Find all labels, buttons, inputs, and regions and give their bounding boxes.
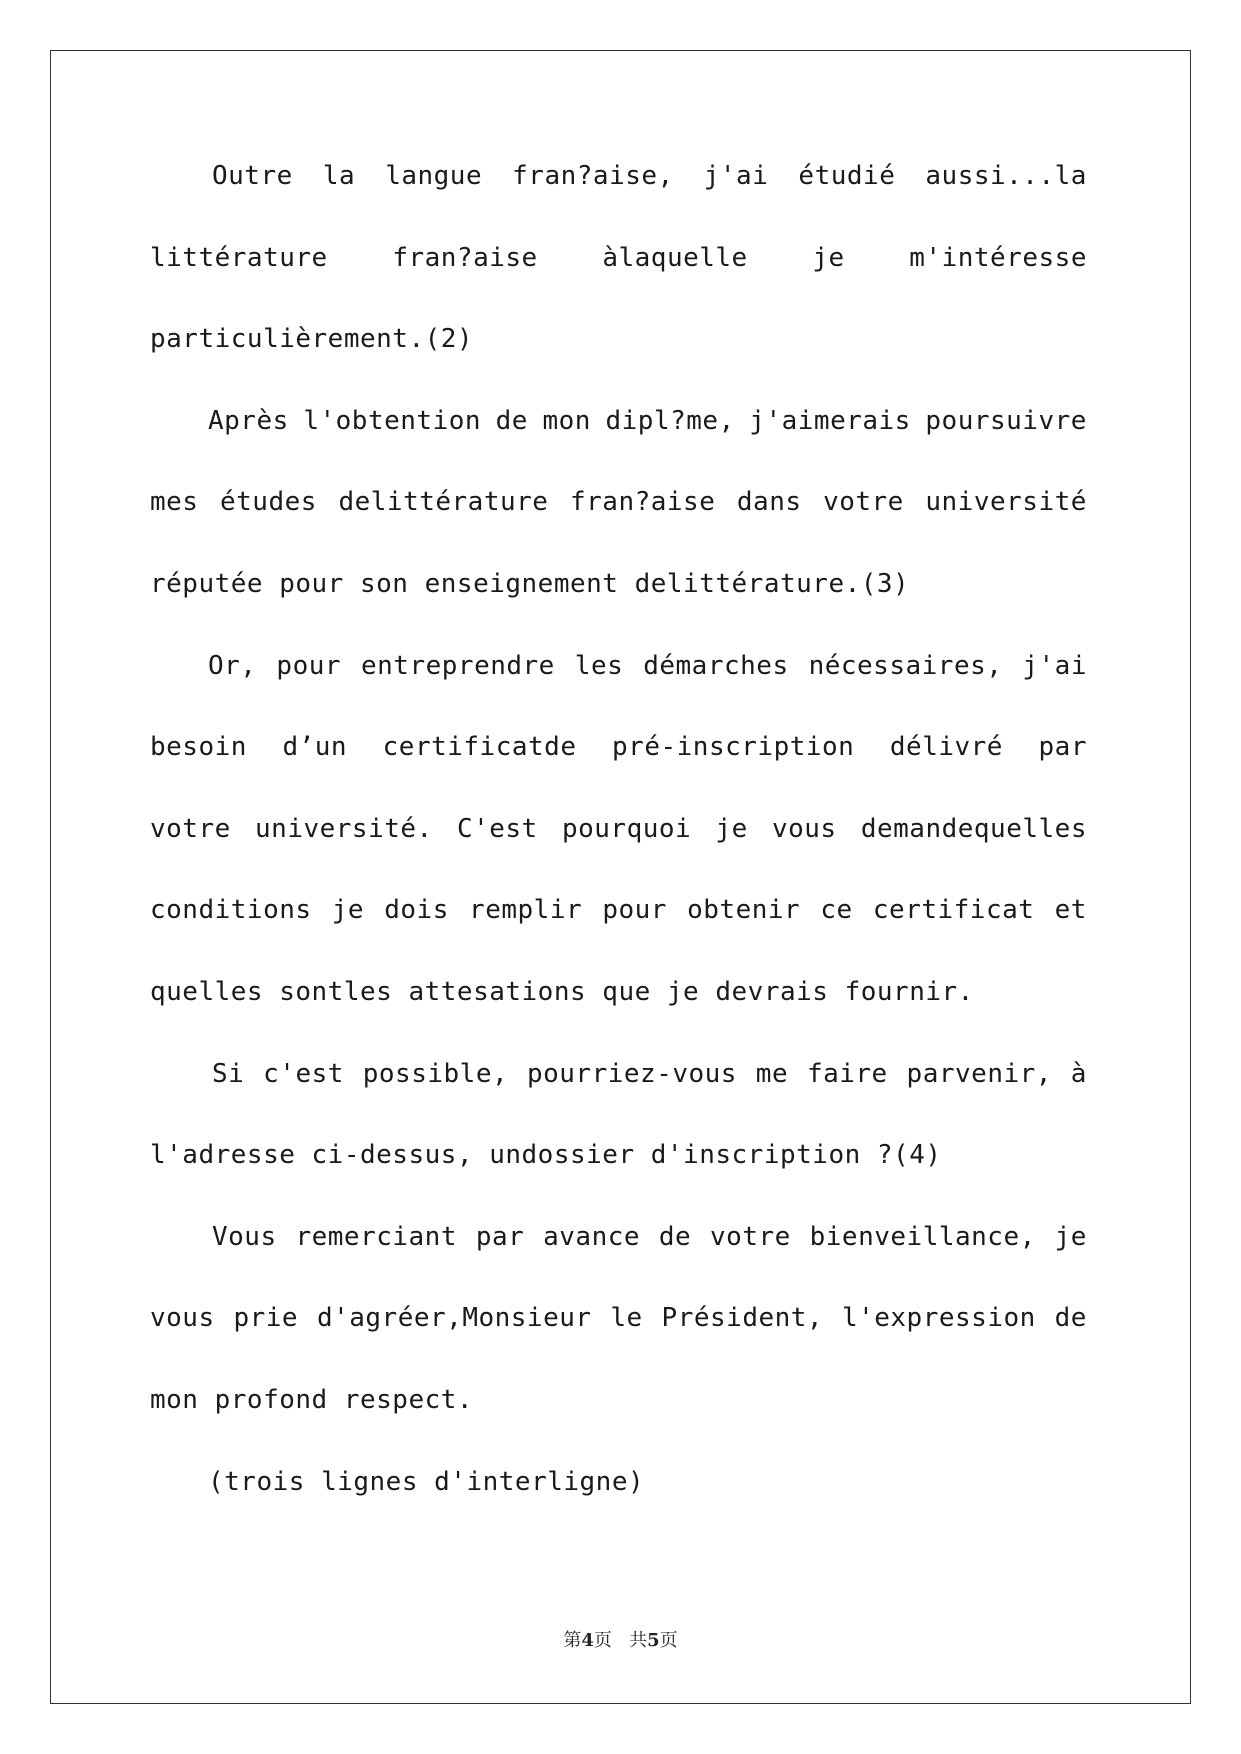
text-line xyxy=(150,648,1087,730)
text-line xyxy=(150,484,1087,566)
word: votre xyxy=(150,813,231,844)
word: je xyxy=(1054,1221,1087,1252)
footer-suffix: 页 xyxy=(659,1630,678,1651)
word: possible, xyxy=(362,1058,509,1089)
word: l'obtention xyxy=(303,405,482,436)
word: delittérature xyxy=(338,487,549,518)
footer-prefix: 第 xyxy=(563,1630,582,1651)
letter-body xyxy=(150,158,1087,1545)
word: Après xyxy=(208,405,289,436)
text-line xyxy=(150,1300,1087,1382)
text-line xyxy=(150,403,1087,485)
word: mon xyxy=(542,405,591,436)
total-pages-number: 5 xyxy=(647,1630,660,1651)
word: Président, xyxy=(661,1303,824,1334)
word: avance xyxy=(543,1221,641,1252)
text-line xyxy=(150,321,1087,403)
word: Or, xyxy=(208,650,257,681)
word: j'aimerais xyxy=(749,405,911,436)
word: fran?aise xyxy=(569,487,716,518)
text-line xyxy=(150,158,1087,240)
word: fran?aise, xyxy=(512,161,674,191)
word: àlaquelle xyxy=(602,242,748,273)
word: je xyxy=(715,813,748,844)
word: j'ai xyxy=(1022,650,1087,681)
word: délivré xyxy=(889,732,1003,763)
word: demandequelles xyxy=(860,813,1087,844)
word: pour xyxy=(276,650,342,681)
word: université xyxy=(925,487,1087,518)
word: Outre xyxy=(212,161,293,191)
word: conditions xyxy=(150,895,312,926)
word: remplir xyxy=(469,895,583,926)
word: mon profond respect. xyxy=(150,1384,474,1415)
word: les xyxy=(574,650,624,681)
word: entreprendre xyxy=(361,650,555,681)
word: remerciant xyxy=(295,1221,457,1252)
word: et xyxy=(1054,895,1087,926)
word: d’un xyxy=(282,732,348,763)
word: je xyxy=(812,242,845,273)
word: par xyxy=(475,1221,525,1252)
word: mes xyxy=(150,487,199,518)
word: littérature xyxy=(150,242,328,273)
word: particulièrement.(2) xyxy=(150,324,474,355)
word: vous xyxy=(771,813,837,844)
word: l'adresse ci-dessus, undossier d'inscription ?(4) xyxy=(150,1140,942,1171)
word: c'est xyxy=(263,1058,344,1089)
text-line xyxy=(150,729,1087,811)
word: pour xyxy=(602,895,667,926)
word: votre xyxy=(710,1221,791,1252)
word: vous xyxy=(150,1303,215,1334)
word: d'agréer,Monsieur xyxy=(316,1303,592,1334)
word: le xyxy=(610,1303,643,1334)
text-line xyxy=(150,974,1087,1056)
word: votre xyxy=(823,487,904,518)
text-line xyxy=(150,1056,1087,1138)
word: parvenir, xyxy=(906,1058,1052,1089)
text-line xyxy=(150,811,1087,893)
word: dipl?me, xyxy=(605,405,735,436)
word: prie xyxy=(233,1303,299,1334)
word: l'expression xyxy=(841,1303,1036,1334)
word: certificatde xyxy=(382,732,577,763)
word: certificat xyxy=(872,895,1035,926)
word: études xyxy=(220,487,317,518)
word: dois xyxy=(384,895,449,926)
text-line xyxy=(150,1382,1087,1464)
current-page-number: 4 xyxy=(581,1630,594,1651)
word: je xyxy=(331,895,365,926)
footer-separator: 页 共 xyxy=(593,1630,648,1651)
text-line xyxy=(150,1219,1087,1301)
text-line xyxy=(150,240,1087,322)
word: aussi...la xyxy=(925,161,1087,191)
page-number-footer xyxy=(0,1626,1241,1652)
word: université. xyxy=(255,813,433,844)
word: nécessaires, xyxy=(808,650,1003,681)
word: C'est xyxy=(456,813,538,844)
word: faire xyxy=(806,1058,888,1089)
word: Si xyxy=(212,1058,245,1089)
word: dans xyxy=(736,487,802,518)
word: démarches xyxy=(643,650,789,681)
text-line xyxy=(150,1464,1087,1546)
word: réputée pour son enseignement delittérature.(3) xyxy=(150,568,910,599)
word: la xyxy=(322,161,356,191)
word: me xyxy=(755,1058,789,1089)
word: j'ai xyxy=(703,161,769,191)
word: de xyxy=(1054,1303,1087,1334)
word: ce xyxy=(820,895,853,926)
text-line xyxy=(150,892,1087,974)
text-line xyxy=(150,1137,1087,1219)
word: m'intéresse xyxy=(909,242,1087,273)
word: à xyxy=(1070,1058,1087,1089)
word: par xyxy=(1038,732,1087,763)
word: étudié xyxy=(798,161,896,191)
text-line xyxy=(150,566,1087,648)
word: pourriez-vous xyxy=(526,1058,737,1089)
word: fran?aise xyxy=(392,242,538,273)
word: (trois lignes d'interligne) xyxy=(208,1466,645,1497)
word: poursuivre xyxy=(925,405,1087,436)
word: pré-inscription xyxy=(612,732,855,763)
word: quelles sontles attesations que je devrais fournir. xyxy=(150,976,974,1007)
word: bienveillance, xyxy=(809,1221,1036,1252)
word: de xyxy=(495,405,528,436)
word: langue xyxy=(385,161,483,191)
word: pourquoi xyxy=(561,813,692,844)
word: de xyxy=(658,1221,692,1252)
word: besoin xyxy=(150,732,247,763)
word: obtenir xyxy=(687,895,801,926)
word: Vous xyxy=(212,1221,277,1252)
